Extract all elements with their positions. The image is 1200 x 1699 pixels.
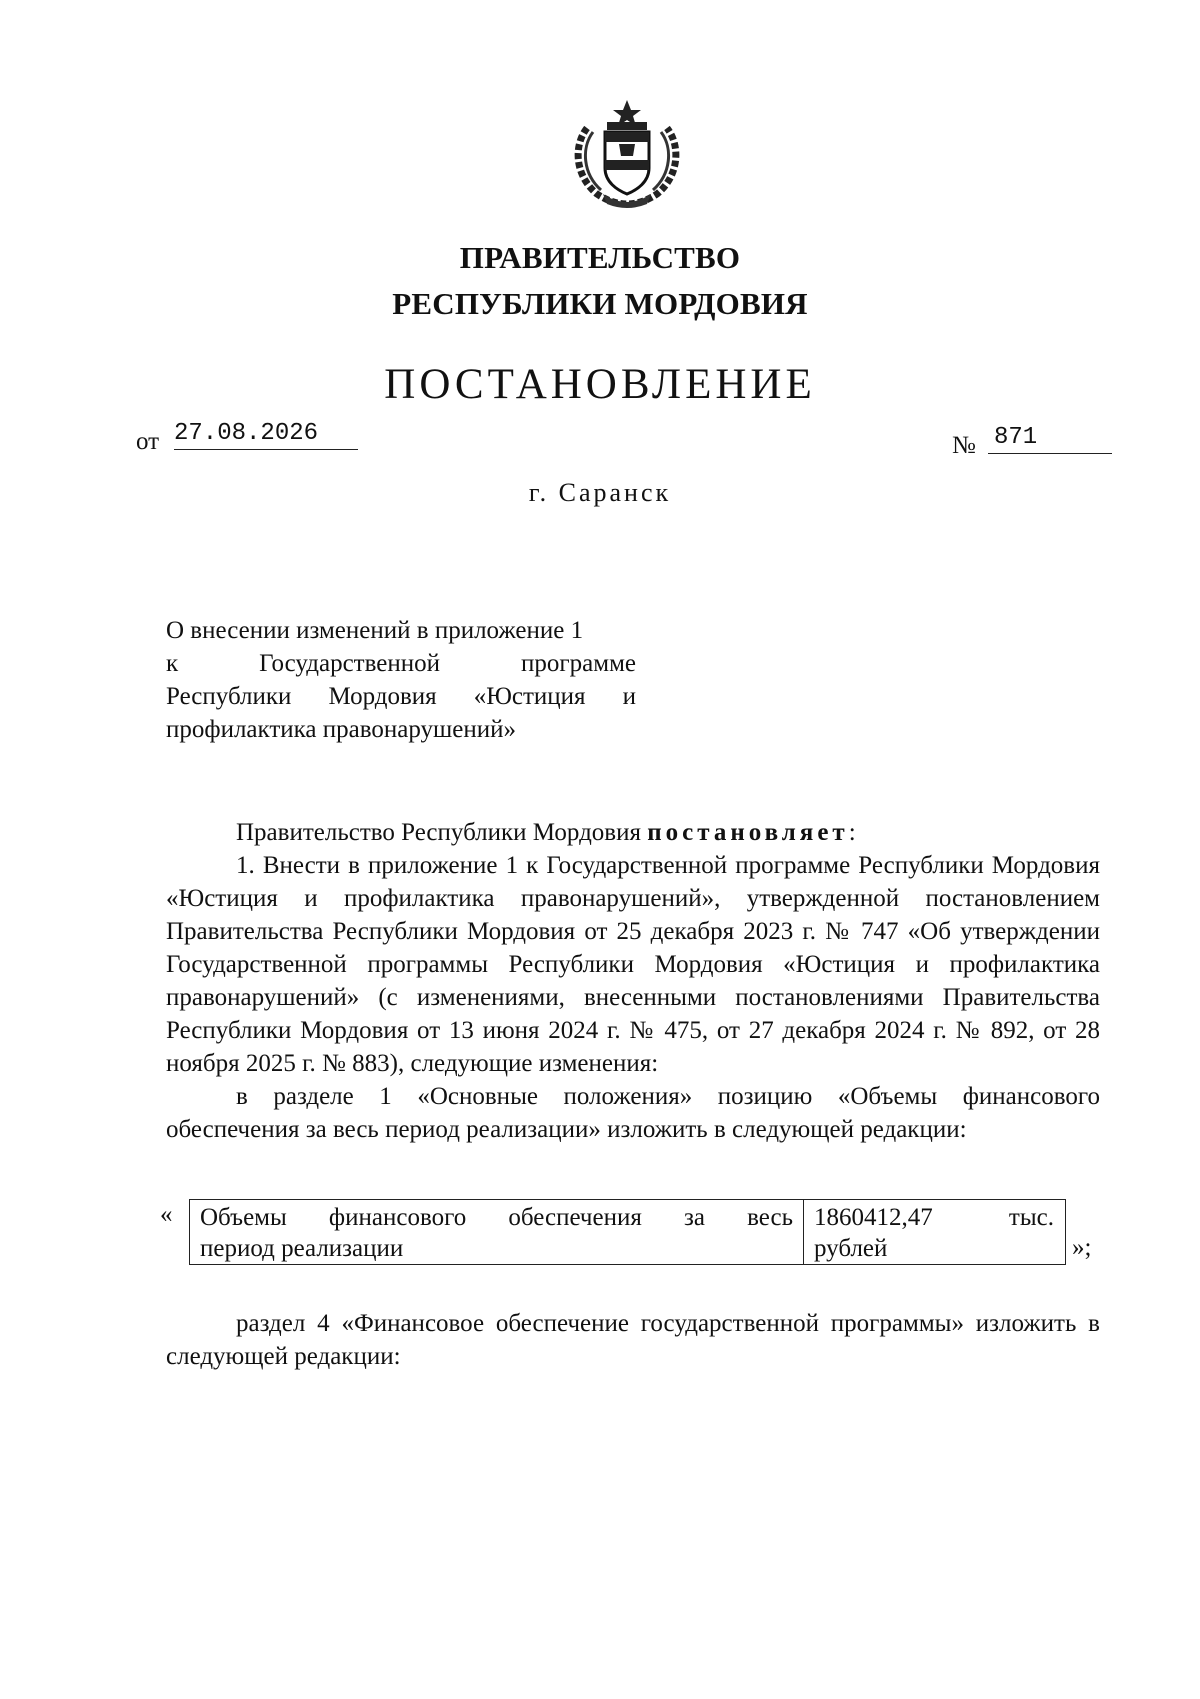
document-subject [166,614,636,746]
intro-paragraph [166,816,1100,849]
table-cell-line: рублей [814,1235,888,1262]
document-body-continued [166,1307,1100,1373]
table-cell-value [804,1200,1064,1264]
intro-text: Правительство Республики Мордовия [236,819,648,846]
paragraph-1: 1. Внести в приложение 1 к Государственной программе Республики Мордовия «Юстиция и профилактика правонарушений», утвержденной постановлением Правительства Республики Мордовия от 25 декабря 2023 г. № 747 «Об утверждении Государственной программы Республики Мордовия «Юстиция и профилактика правонарушений» (с изменениями, внесенными постановлениями Правительства Республики Мордовия от 13 июня 2024 г. № 475, от 27 декабря 2024 г. № 892, от 28 ноября 2025 г. № 883), следующие изменения: [166,852,1100,1077]
financing-table [189,1199,1066,1265]
quote-open: « [160,1201,173,1228]
org-title-line1: ПРАВИТЕЛЬСТВО [459,240,741,275]
quote-close: »; [1072,1234,1092,1261]
coat-of-arms-emblem [567,98,687,210]
paragraph-3: раздел 4 «Финансовое обеспечение государственной программы» изложить в следующей редакции: [166,1310,1100,1370]
subject-line: к Государственной программе [166,650,636,677]
org-title-line2: РЕСПУБЛИКИ МОРДОВИЯ [392,286,808,321]
table-cell-label [190,1200,804,1264]
document-date: 27.08.2026 [174,420,358,450]
document-type-title: ПОСТАНОВЛЕНИЕ [384,361,816,408]
city: г. Саранск [528,478,672,507]
subject-line: профилактика правонарушений» [166,716,516,743]
intro-colon: : [848,819,856,846]
subject-line: О внесении изменений в приложение 1 [166,617,584,644]
number-prefix: № [952,432,976,459]
table-cell-line: период реализации [200,1235,404,1262]
document-body [166,816,1100,1146]
table-cell-line: 1860412,47 тыс. [814,1204,1054,1231]
paragraph-2: в разделе 1 «Основные положения» позицию «Объемы финансового обеспечения за весь период реализации» изложить в следующей редакции: [166,1083,1100,1143]
date-prefix: от [136,428,160,455]
intro-decree-word: постановляет [647,819,849,846]
table-cell-line: Объемы финансового обеспечения за весь [200,1204,793,1231]
subject-line: Республики Мордовия «Юстиция и [166,683,636,710]
document-number: 871 [988,424,1112,454]
